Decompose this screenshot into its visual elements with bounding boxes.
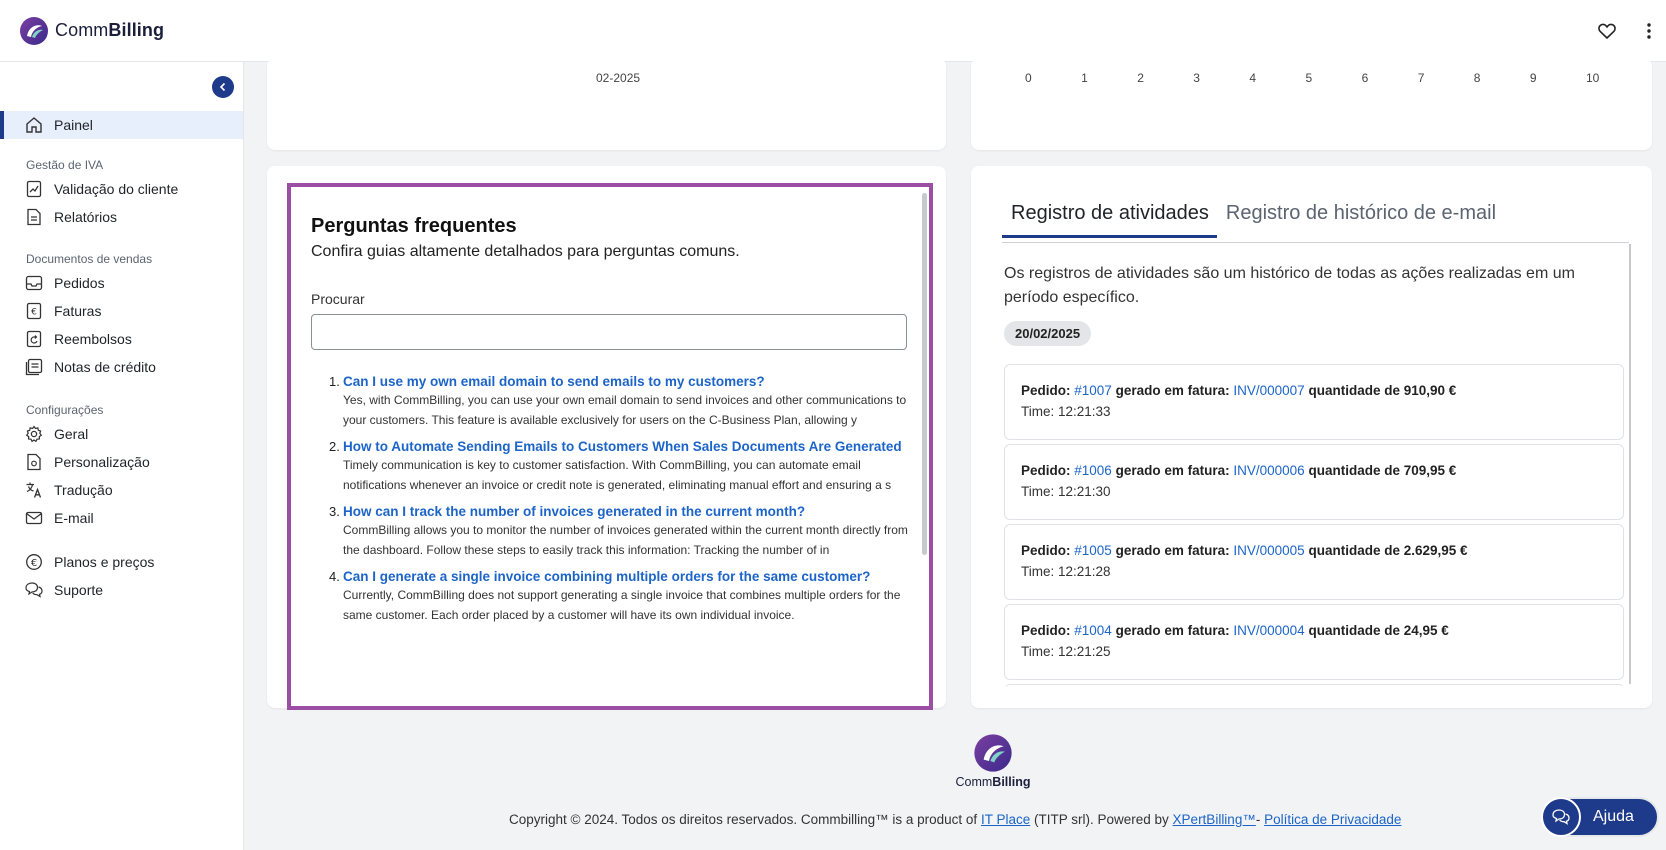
- activity-description: Os registros de atividades são um histórico de todas as ações realizadas em um período específico.: [1004, 265, 1575, 306]
- it-place-link[interactable]: IT Place: [980, 812, 1031, 827]
- svg-text:€: €: [30, 557, 38, 569]
- sidebar-item-label: Planos e preços: [54, 554, 155, 570]
- faq-item: [329, 503, 909, 560]
- faq-question-link[interactable]: Can I use my own email domain to send emails to my customers?: [343, 374, 765, 389]
- faq-question-link[interactable]: How can I track the number of invoices generated in the current month?: [343, 504, 806, 519]
- tabs-divider: [1002, 242, 1629, 243]
- sidebar-item-label: Reembolsos: [54, 331, 132, 347]
- tab-registro-atividades[interactable]: Registro de atividades: [1002, 198, 1217, 238]
- x-tick-label: 2: [1137, 71, 1144, 85]
- sidebar-item-suporte[interactable]: [0, 576, 243, 604]
- invoices-chart-card: [267, 58, 946, 150]
- faq-answer: CommBilling allows you to monitor the number of invoices generated within the current month directly from the dashboard. Follow these steps to easily track this information: Tracking the number of in: [343, 523, 908, 557]
- section-configuracoes: Configurações: [26, 403, 104, 417]
- sidebar-item-label: Faturas: [54, 303, 102, 319]
- faq-panel: [287, 183, 933, 710]
- help-label: Ajuda: [1593, 808, 1634, 825]
- credit-note-icon: [24, 357, 44, 377]
- faq-number: 4.: [329, 569, 340, 584]
- more-vertical-icon[interactable]: [1638, 20, 1660, 42]
- x-tick-label: 4: [1249, 71, 1257, 85]
- chat-icon: [24, 580, 44, 600]
- sidebar-item-relatorios[interactable]: [0, 203, 243, 231]
- activity-entry: Pedido: #1004 gerado em fatura: INV/000004 quantidade de 24,95 € Time: 12:21:25: [1004, 604, 1624, 680]
- sidebar-item-label: Tradução: [54, 482, 113, 498]
- order-link[interactable]: #1004: [1074, 623, 1112, 638]
- commbilling-logo-icon: [973, 733, 1013, 773]
- entry-time: 12:21:28: [1058, 564, 1111, 579]
- invoice-icon: [24, 301, 44, 321]
- customize-icon: [24, 452, 44, 472]
- user-check-icon: [24, 179, 44, 199]
- refund-icon: [24, 329, 44, 349]
- entry-time: 12:21:25: [1058, 644, 1111, 659]
- sidebar-item-planos[interactable]: [0, 548, 243, 576]
- faq-answer: Currently, CommBilling does not support generating a single invoice that combines multiple orders for the same customer. Each order placed by a customer will have its own individual invoice.: [343, 588, 901, 622]
- footer-copyright: Copyright © 2024. Todos os direitos reservados. Commbilling™ is a product of IT Place (TITP srl). Powered by XPertBilling™- Política de Privacidade: [509, 812, 1402, 827]
- activity-card-bottom: [971, 686, 1652, 708]
- home-icon: [24, 115, 44, 135]
- sidebar-item-personalizacao[interactable]: [0, 448, 243, 476]
- section-gestao-iva: Gestão de IVA: [26, 158, 104, 172]
- top-bar: [0, 0, 1666, 62]
- invoice-link[interactable]: INV/000005: [1233, 543, 1305, 558]
- sidebar-item-label: Suporte: [54, 582, 104, 598]
- faq-answer: Timely communication is key to customer satisfaction. With CommBilling, you can automate email notifications whenever an invoice or credit note is generated, eliminating manual effort and ensuring a s: [343, 458, 892, 492]
- x-tick-label: 9: [1529, 71, 1537, 85]
- date-badge: 20/02/2025: [1004, 321, 1091, 346]
- sidebar-item-reembolsos[interactable]: [0, 325, 243, 353]
- sidebar-item-label: Notas de crédito: [54, 359, 156, 375]
- xpertbilling-link[interactable]: XPertBilling™: [1172, 812, 1256, 827]
- x-tick-label: 10: [1586, 71, 1600, 85]
- euro-icon: [24, 552, 44, 572]
- invoice-link[interactable]: INV/000007: [1233, 383, 1305, 398]
- faq-question-link[interactable]: Can I generate a single invoice combining multiple orders for the same customer?: [343, 569, 871, 584]
- brand[interactable]: [19, 16, 164, 46]
- faq-scrollbar[interactable]: [922, 193, 927, 555]
- x-tick-label: 1: [1081, 71, 1088, 85]
- x-tick-label: 6: [1361, 71, 1369, 85]
- mail-icon: [24, 508, 44, 528]
- sidebar-item-label: E-mail: [54, 510, 94, 526]
- faq-item: [329, 373, 909, 430]
- sidebar-item-faturas[interactable]: [0, 297, 243, 325]
- activity-entry: Pedido: #1007 gerado em fatura: INV/000007 quantidade de 910,90 € Time: 12:21:33: [1004, 364, 1624, 440]
- amount: 709,95 €: [1403, 463, 1457, 478]
- sidebar-item-label: Painel: [54, 117, 93, 133]
- sidebar-item-geral[interactable]: [0, 420, 243, 448]
- help-button[interactable]: [1543, 797, 1659, 837]
- sidebar-item-notas-credito[interactable]: [0, 353, 243, 381]
- amount: 910,90 €: [1403, 383, 1457, 398]
- tab-historico-email[interactable]: Registro de histórico de e-mail: [1225, 202, 1497, 224]
- footer-brand-name: CommBilling: [955, 775, 1031, 789]
- translate-icon: [24, 480, 44, 500]
- order-link[interactable]: #1005: [1074, 543, 1112, 558]
- entry-time: 12:21:30: [1058, 484, 1111, 499]
- svg-text:€: €: [31, 307, 37, 318]
- faq-number: 3.: [329, 504, 340, 519]
- order-link[interactable]: #1007: [1074, 383, 1112, 398]
- invoice-link[interactable]: INV/000004: [1233, 623, 1305, 638]
- brand-name: CommBilling: [55, 20, 165, 40]
- entry-time: 12:21:33: [1058, 404, 1111, 419]
- sidebar-item-label: Personalização: [54, 454, 150, 470]
- invoice-link[interactable]: INV/000006: [1233, 463, 1305, 478]
- activity-scrollbar[interactable]: [1629, 244, 1631, 684]
- chevron-left-icon: [218, 82, 228, 92]
- amount: 2.629,95 €: [1403, 543, 1468, 558]
- faq-title: Perguntas frequentes: [311, 215, 517, 237]
- sidebar-item-traducao[interactable]: [0, 476, 243, 504]
- section-documentos-vendas: Documentos de vendas: [26, 252, 153, 266]
- sidebar-item-label: Pedidos: [54, 275, 105, 291]
- faq-search-input[interactable]: [311, 314, 907, 350]
- faq-question-link[interactable]: How to Automate Sending Emails to Customers When Sales Documents Are Generated: [343, 439, 902, 454]
- x-tick-label: 7: [1417, 71, 1425, 85]
- activity-entry: Pedido: #1006 gerado em fatura: INV/000006 quantidade de 709,95 € Time: 12:21:30: [1004, 444, 1624, 520]
- faq-number: 1.: [329, 374, 340, 389]
- sidebar-item-label: Relatórios: [54, 209, 118, 225]
- x-tick-label: 0: [1025, 71, 1032, 85]
- x-axis-label: 02-2025: [596, 71, 641, 85]
- faq-number: 2.: [329, 439, 340, 454]
- sidebar-item-label: Validação do cliente: [54, 181, 179, 197]
- faq-item: [329, 438, 909, 495]
- activity-entry: Pedido: #1005 gerado em fatura: INV/000005 quantidade de 2.629,95 € Time: 12:21:28: [1004, 524, 1624, 600]
- sidebar-item-email[interactable]: [0, 504, 243, 532]
- x-tick-label: 3: [1193, 71, 1200, 85]
- sidebar-item-label: Geral: [54, 426, 89, 442]
- privacy-policy-link[interactable]: Política de Privacidade: [1264, 812, 1402, 827]
- sidebar-item-painel[interactable]: [0, 111, 243, 139]
- inbox-icon: [24, 273, 44, 293]
- orders-chart-card: [971, 58, 1652, 150]
- chat-help-icon: [1541, 797, 1581, 837]
- faq-answer: Yes, with CommBilling, you can use your own email domain to send invoices and other communications to your customers. This feature is available exclusively for users on the C-Business Plan, allowing y: [343, 393, 907, 427]
- faq-list: [329, 373, 909, 633]
- x-tick-label: 5: [1305, 71, 1313, 85]
- search-label: Procurar: [311, 291, 365, 307]
- activity-tabs: [1002, 198, 1504, 238]
- faq-subtitle: Confira guias altamente detalhados para perguntas comuns.: [311, 243, 740, 260]
- sidebar-item-validacao[interactable]: [0, 175, 243, 203]
- footer-logo: [920, 733, 1066, 791]
- commbilling-logo-icon: [19, 16, 49, 46]
- report-icon: [24, 207, 44, 227]
- sidebar-item-pedidos[interactable]: [0, 269, 243, 297]
- amount: 24,95 €: [1403, 623, 1449, 638]
- x-tick-label: 8: [1473, 71, 1481, 85]
- gear-icon: [24, 424, 44, 444]
- sidebar: [0, 62, 244, 850]
- heart-icon[interactable]: [1596, 20, 1618, 42]
- order-link[interactable]: #1006: [1074, 463, 1112, 478]
- collapse-sidebar-button[interactable]: [212, 76, 234, 98]
- faq-item: [329, 568, 909, 625]
